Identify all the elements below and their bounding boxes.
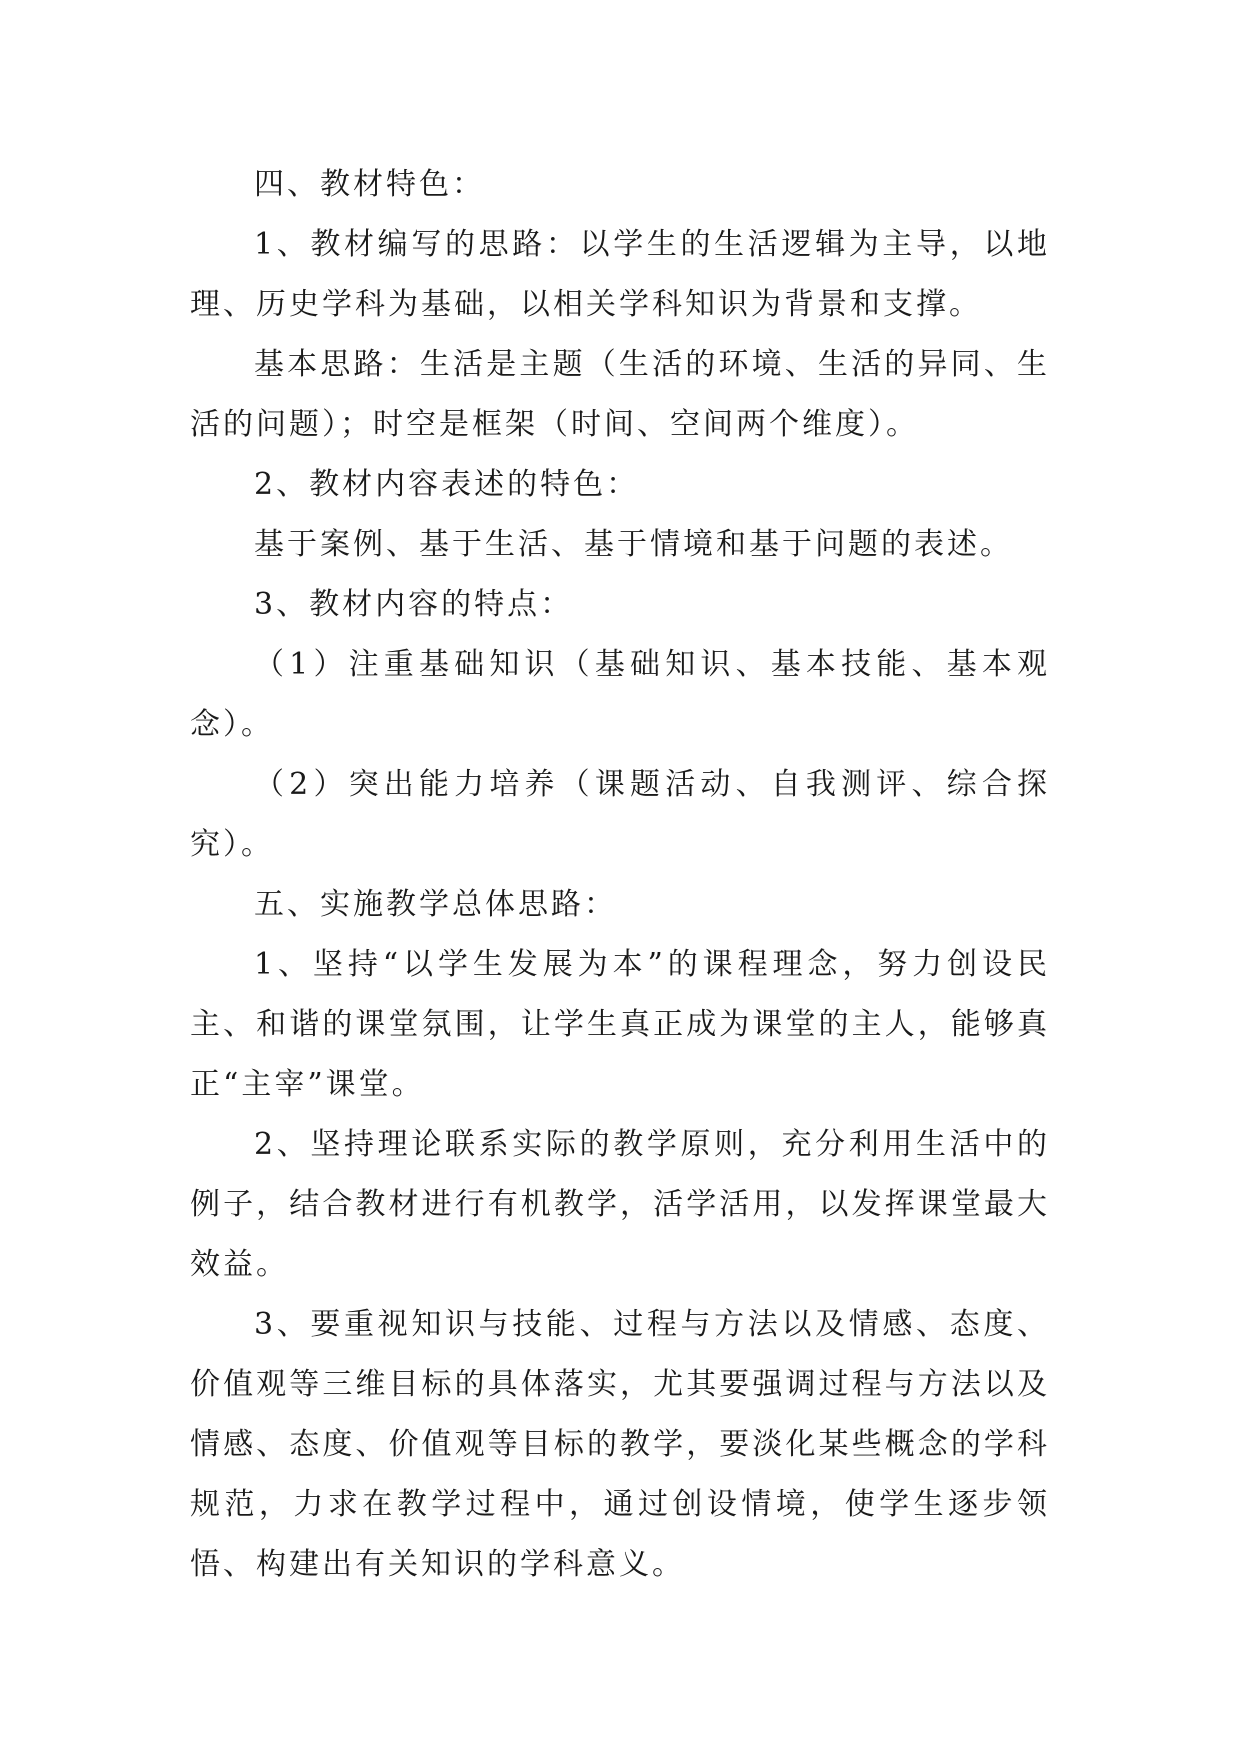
paragraph-expression-detail: 基于案例、基于生活、基于情境和基于问题的表述。 <box>254 527 1013 562</box>
document-body <box>190 155 1050 1595</box>
paragraph-three-dimensional-goals: 3、要重视知识与技能、过程与方法以及情感、态度、价值观等三维目标的具体落实，尤其要强调过程与方法以及情感、态度、价值观等目标的教学，要淡化某些概念的学科规范，力求在教学过程中，通过创设情境，使学生逐步领悟、构建出有关知识的学科意义。 <box>190 1307 1050 1582</box>
section-heading-teaching-approach: 五、实施教学总体思路： <box>254 887 617 922</box>
paragraph-ability-training: （2）突出能力培养（课题活动、自我测评、综合探究）。 <box>190 767 1050 862</box>
paragraph-theory-practice: 2、坚持理论联系实际的教学原则，充分利用生活中的例子，结合教材进行有机教学，活学活用，以发挥课堂最大效益。 <box>190 1127 1050 1282</box>
paragraph-content-heading: 3、教材内容的特点： <box>254 587 574 622</box>
section-heading-features: 四、教材特色： <box>254 167 485 202</box>
paragraph-writing-approach: 1、教材编写的思路：以学生的生活逻辑为主导，以地理、历史学科为基础，以相关学科知识为背景和支撑。 <box>190 227 1050 322</box>
paragraph-student-centered: 1、坚持“以学生发展为本”的课程理念，努力创设民主、和谐的课堂氛围，让学生真正成为课堂的主人，能够真正“主宰”课堂。 <box>190 947 1050 1102</box>
paragraph-basic-knowledge: （1）注重基础知识（基础知识、基本技能、基本观念）。 <box>190 647 1050 742</box>
paragraph-expression-heading: 2、教材内容表述的特色： <box>254 467 640 502</box>
paragraph-basic-approach: 基本思路：生活是主题（生活的环境、生活的异同、生活的问题）；时空是框架（时间、空间两个维度）。 <box>190 347 1050 442</box>
